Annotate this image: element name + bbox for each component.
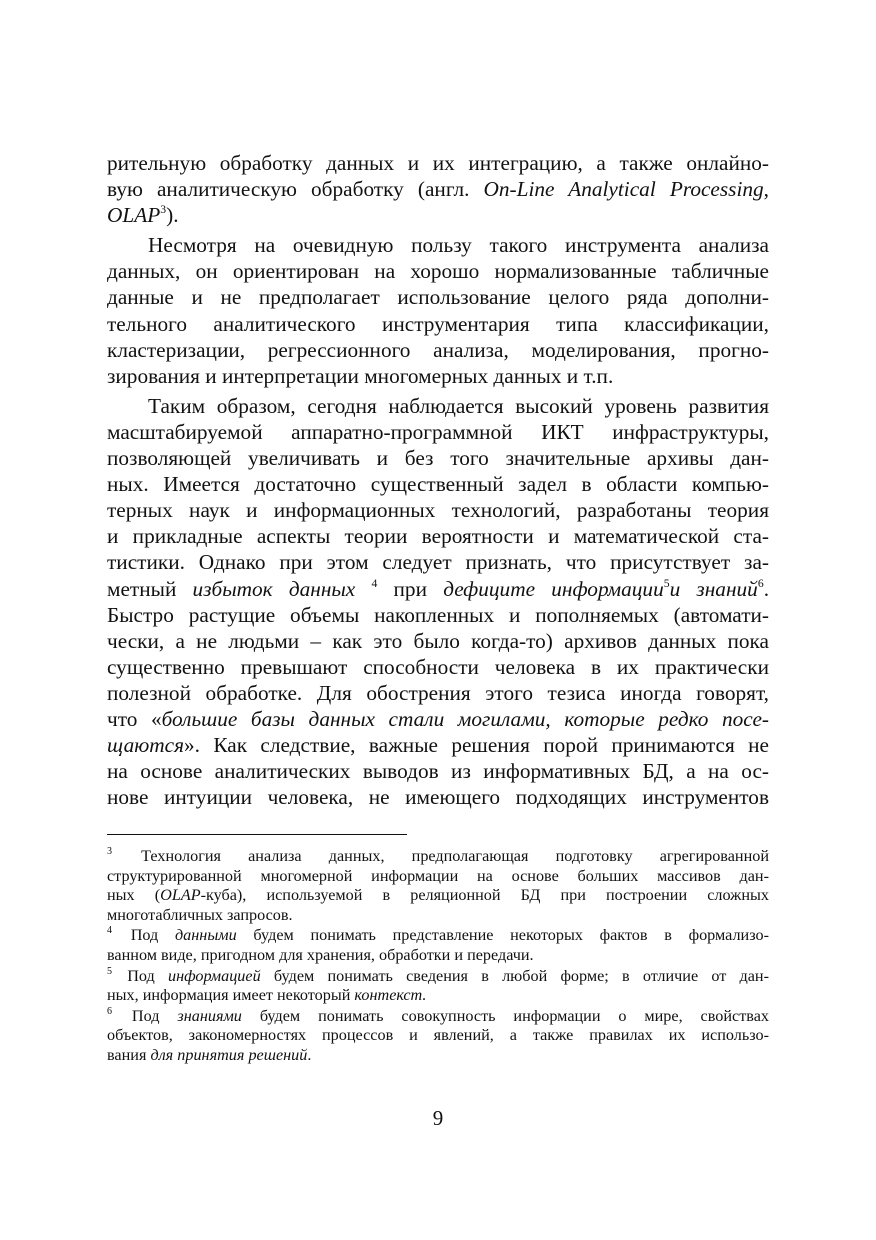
italic-quote: щаются	[107, 733, 185, 758]
italic-term: контекст.	[354, 986, 427, 1005]
footnote-line: ных (OLAP-куба), используемой в реляционной БД при построении сложных	[107, 886, 769, 905]
page-number: 9	[432, 1106, 444, 1130]
italic-term: данными	[174, 926, 237, 945]
text-line: ных. Имеется достаточно существенный задел в области компью-	[107, 472, 769, 497]
text-line: и прикладные аспекты теории вероятности и математической ста-	[107, 524, 769, 549]
text-line: тистики. Однако при этом следует признать, что присутствует за-	[107, 550, 769, 575]
footnotes	[107, 847, 769, 1067]
text-line: чески, а не людьми – как это было когда-то) архивов данных пока	[107, 628, 769, 653]
italic-term: информацией	[168, 966, 261, 985]
main-text	[107, 150, 769, 814]
italic-term: для принятия решений	[150, 1045, 308, 1064]
text-line: что «большие базы данных стали могилами, которые редко посе-	[107, 706, 769, 731]
text-line: зирования и интерпретации многомерных данных и т.п.	[107, 363, 614, 388]
italic-term: OLAP	[107, 203, 161, 228]
text-line: масштабируемой аппаратно-программной ИКТ инфраструктуры,	[107, 419, 769, 444]
footnote-line: $^3$ Технология анализа данных, предполагающая подготовку агрегированной	[107, 845, 769, 865]
footnote-line: $^4$ Под данными будем понимать представление некоторых фактов в формализо-	[107, 925, 769, 945]
italic-quote: большие базы данных стали могилами, которые редко посе-	[161, 706, 769, 731]
footnote-line: объектов, закономерностях процессов и явлений, а также правилах их использо-	[107, 1026, 769, 1045]
paragraph-1	[107, 150, 769, 228]
text-line: позволяющей увеличивать и без того значительные архивы дан-	[107, 446, 769, 471]
footnote-4	[107, 926, 769, 965]
footnote-mark: 3	[107, 845, 113, 857]
text-line: рительную обработку данных и их интеграцию, а также онлайно-	[107, 151, 769, 175]
footnote-mark: 6	[107, 1005, 113, 1017]
footnote-line: многотабличных запросов.	[107, 905, 293, 924]
footnote-divider	[107, 834, 407, 835]
italic-term: избыток данных	[192, 576, 356, 601]
footnote-ref[interactable]: 4	[371, 576, 378, 590]
footnote-3	[107, 847, 769, 925]
footnote-line: ванном виде, пригодном для хранения, обработки и передачи.	[107, 945, 534, 964]
footnote-ref[interactable]: 3	[160, 203, 167, 217]
italic-term: и знаний	[669, 576, 758, 601]
italic-term: OLAP	[160, 886, 201, 905]
text-line: на основе аналитических выводов из информативных БД, а на ос-	[107, 759, 769, 784]
footnote-ref[interactable]: 6	[757, 576, 764, 590]
italic-term: знаниями	[177, 1006, 242, 1025]
footnote-line: $^5$ Под информацией будем понимать сведения в любой форме; в отличие от дан-	[107, 965, 769, 985]
text-line: тельного аналитического инструментария типа классификации,	[107, 311, 769, 336]
paragraph-2	[107, 232, 769, 389]
text-line: терных наук и информационных технологий, разработаны теория	[107, 498, 769, 523]
text-line: существенно превышают способности человека в их практически	[107, 654, 769, 679]
paragraph-3	[107, 393, 769, 811]
text-line: метный избыток данных $^4$ при дефиците информации$^5$и знаний$^6$.	[107, 576, 770, 601]
footnote-5	[107, 967, 769, 1006]
footnote-mark: 4	[107, 925, 113, 937]
text-line: полезной обработке. Для обострения этого тезиса иногда говорят,	[107, 680, 769, 705]
footnote-ref[interactable]: 5	[663, 576, 670, 590]
text-line: данных, он ориентирован на хорошо нормализованные табличные	[107, 259, 769, 284]
footnote-line: $^6$ Под знаниями будем понимать совокупность информации о мире, свойствах	[107, 1005, 769, 1025]
italic-term: On-Line Analytical Processing	[483, 177, 764, 202]
text-line: OLAP$^3$).	[107, 203, 179, 228]
footnote-mark: 5	[107, 965, 113, 977]
text-line: вую аналитическую обработку (англ. On-Line Analytical Processing,	[107, 177, 769, 202]
text-line: Быстро растущие объемы накопленных и пополняемых (автомати-	[107, 602, 769, 627]
text-line: кластеризации, регрессионного анализа, моделирования, прогно-	[107, 337, 769, 362]
text-line: щаются». Как следствие, важные решения порой принимаются не	[107, 733, 769, 758]
text-line: Таким образом, сегодня наблюдается высокий уровень развития	[148, 393, 769, 418]
footnote-line: структурированной многомерной информации на основе больших массивов дан-	[107, 866, 769, 885]
text-line: нове интуиции человека, не имеющего подходящих инструментов	[107, 785, 769, 810]
text-line: Несмотря на очевидную пользу такого инструмента анализа	[148, 233, 769, 258]
footnote-line: ных, информация имеет некоторый контекст.	[107, 986, 427, 1005]
footnote-line: вания для принятия решений.	[107, 1045, 312, 1064]
text-line: данные и не предполагает использование целого ряда дополни-	[107, 285, 769, 310]
footnote-6	[107, 1007, 769, 1066]
italic-term: дефиците информации	[443, 576, 664, 601]
